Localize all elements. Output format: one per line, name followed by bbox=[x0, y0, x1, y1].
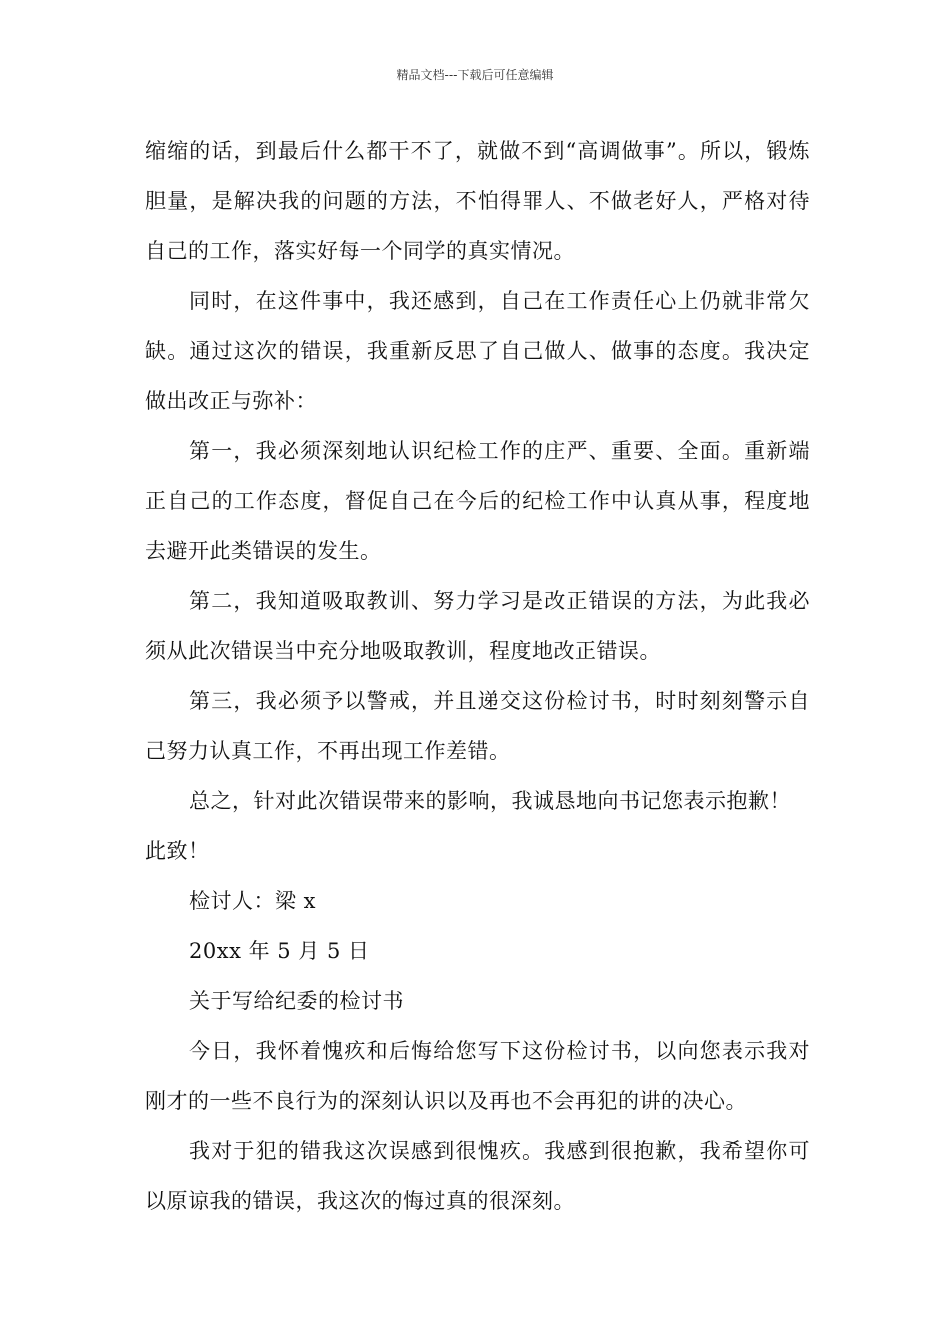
paragraph: 今日，我怀着愧疚和后悔给您写下这份检讨书，以向您表示我对刚才的一些不良行为的深刻认识以及再也不会再犯的讲的决心。 bbox=[145, 1039, 810, 1113]
paragraph: 第一，我必须深刻地认识纪检工作的庄严、重要、全面。重新端正自己的工作态度，督促自己在今后的纪检工作中认真从事，程度地去避开此类错误的发生。 bbox=[145, 439, 810, 563]
paragraph: 同时，在这件事中，我还感到，自己在工作责任心上仍就非常欠缺。通过这次的错误，我重新反思了自己做人、做事的态度。我决定做出改正与弥补： bbox=[145, 289, 810, 413]
signature-line: 检讨人：梁 x bbox=[189, 889, 317, 913]
closing-line: 此致！ bbox=[145, 839, 210, 863]
paragraph: 总之，针对此次错误带来的影响，我诚恳地向书记您表示抱歉！ bbox=[189, 789, 791, 813]
paragraph: 缩缩的话，到最后什么都干不了，就做不到“高调做事”。所以，锻炼胆量，是解决我的问题的方法，不怕得罪人、不做老好人，严格对待自己的工作，落实好每一个同学的真实情况。 bbox=[145, 139, 810, 263]
date-line: 20xx 年 5 月 5 日 bbox=[189, 939, 370, 963]
paragraph: 我对于犯的错我这次误感到很愧疚。我感到很抱歉，我希望你可以原谅我的错误，我这次的悔过真的很深刻。 bbox=[145, 1139, 810, 1213]
paragraph: 第三，我必须予以警戒，并且递交这份检讨书，时时刻刻警示自己努力认真工作，不再出现工作差错。 bbox=[145, 689, 810, 763]
document-body bbox=[145, 126, 810, 1226]
paragraph: 第二，我知道吸取教训、努力学习是改正错误的方法，为此我必须从此次错误当中充分地吸取教训，程度地改正错误。 bbox=[145, 589, 810, 663]
section-title: 关于写给纪委的检讨书 bbox=[189, 989, 404, 1013]
page-header: 精品文档---下载后可任意编辑 bbox=[396, 68, 554, 82]
